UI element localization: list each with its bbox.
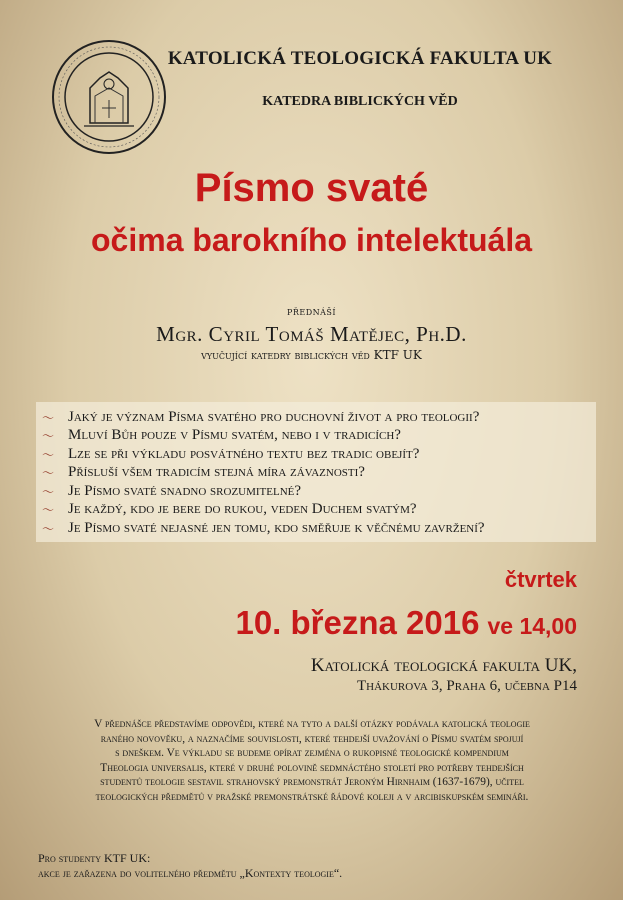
list-item [42, 464, 596, 483]
description-line: V přednášce představíme odpovědi, které na tyto a další otázky podávala katolická teologie [94, 718, 530, 730]
list-item [42, 501, 596, 520]
list-item [42, 519, 596, 538]
lecturer-label: přednáší [286, 305, 337, 318]
faculty-heading: KATOLICKÁ TEOLOGICKÁ FAKULTA UK [167, 48, 553, 69]
department-heading: KATEDRA BIBLICKÝCH VĚD [262, 94, 458, 109]
list-item [42, 408, 596, 427]
questions-list [36, 402, 596, 542]
list-item [42, 445, 596, 464]
description-line: Theologia universalis, které v druhé polovině sedmnáctého století pro potřeby tehdejších [100, 761, 524, 774]
lecturer-name: Mgr. Cyril Tomáš Matějec, Ph.D. [156, 322, 467, 346]
tilde-bullet-icon: 〜 [42, 484, 55, 499]
question-text: Přísluší všem tradicím stejná míra závaznosti? [68, 464, 365, 481]
event-day: čtvrtek [504, 567, 577, 592]
question-text: Je Písmo svaté nejasné jen tomu, kdo směřuje k věčnému zavržení? [68, 519, 485, 536]
lecture-title: Písmo svaté [194, 166, 429, 210]
event-datetime [235, 604, 577, 642]
university-seal-icon [50, 38, 168, 156]
lecturer-role: vyučující katedry biblických věd KTF UK [201, 348, 422, 362]
question-text: Je každý, kdo je bere do rukou, veden Duchem svatým? [68, 501, 417, 518]
students-note [38, 851, 342, 881]
question-text: Je Písmo svaté snadno srozumitelné? [68, 482, 302, 499]
tilde-bullet-icon: 〜 [42, 447, 55, 462]
description-line: s dneškem. Ve výkladu se budeme opírat zejména o rukopisné teologické kompendium [115, 747, 509, 760]
description-line: raného novověku, a naznačíme souvislosti, které tehdejší uvažování o Písmu svatém spojují [100, 732, 524, 745]
description-line: studentů teologie sestavil strahovský premonstrát Jeroným Hirnhaim (1637-1679), učitel [100, 776, 524, 789]
tilde-bullet-icon: 〜 [42, 503, 55, 518]
question-text: Jaký je význam Písma svatého pro duchovní život a pro teologii? [68, 408, 480, 425]
students-note-text: akce je zařazena do volitelného předmětu „Kontexty teologie“. [38, 866, 343, 880]
tilde-bullet-icon: 〜 [42, 521, 55, 536]
venue-address: Thákurova 3, Praha 6, učebna P14 [356, 678, 577, 694]
lecture-subtitle: očima barokního intelektuála [91, 222, 532, 258]
description [32, 717, 592, 805]
list-item [42, 482, 596, 501]
tilde-bullet-icon: 〜 [42, 410, 55, 425]
list-item [42, 427, 596, 446]
question-text: Lze se při výkladu posvátného textu bez tradic obejít? [68, 445, 420, 462]
event-time: ve 14,00 [487, 613, 577, 639]
description-line: teologických předmětů v pražské premonstrátské řádové koleji a v arcibiskupském semináři. [95, 790, 529, 803]
tilde-bullet-icon: 〜 [42, 466, 55, 481]
event-date: 10. března 2016 [235, 604, 480, 641]
students-note-heading: Pro studenty KTF UK: [38, 851, 151, 865]
question-text: Mluví Bůh pouze v Písmu svatém, nebo i v tradicích? [68, 427, 401, 444]
venue-name: Katolická teologická fakulta UK, [310, 655, 577, 676]
tilde-bullet-icon: 〜 [42, 429, 55, 444]
